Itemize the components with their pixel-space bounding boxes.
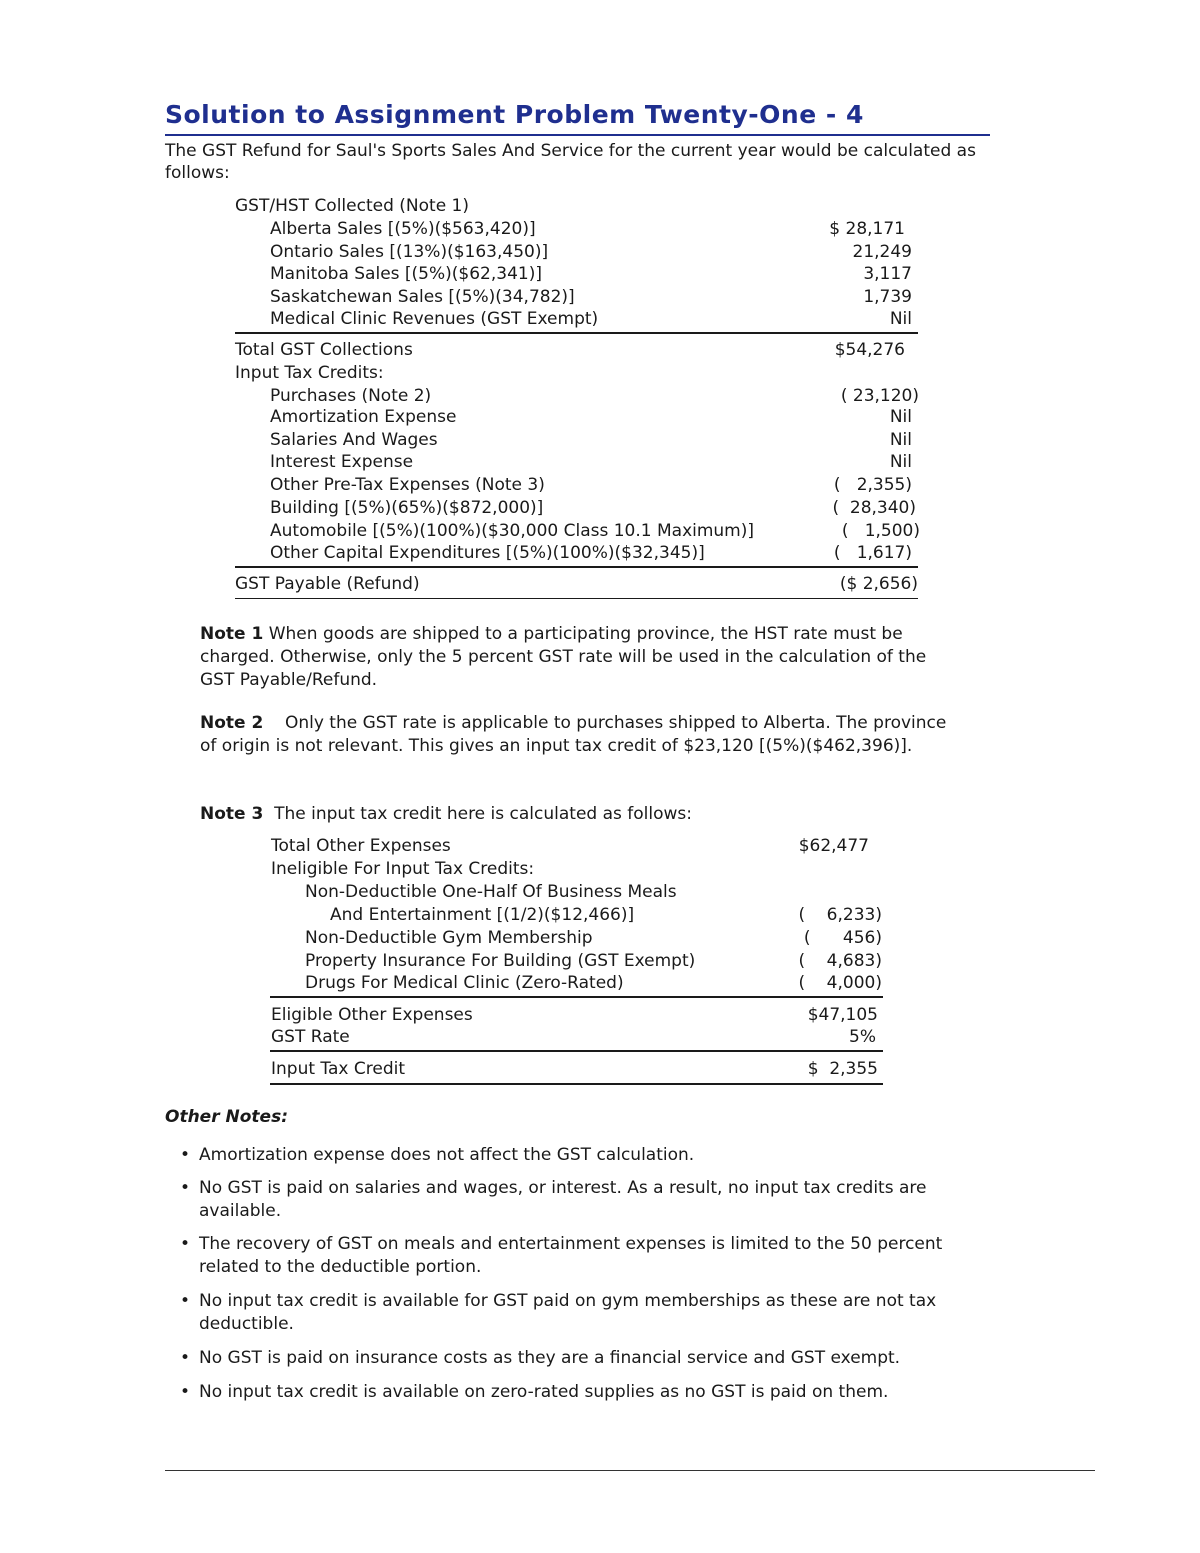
itc-row-amount: Nil — [889, 407, 912, 427]
list-item: • No input tax credit is available on zero-rated supplies as no GST is paid on them. — [180, 1382, 889, 1402]
total-other-expenses-label: Total Other Expenses — [271, 836, 451, 856]
note-3-divider — [270, 1050, 883, 1052]
bullet-icon: • — [180, 1291, 191, 1311]
itc-row-label: Building [(5%)(65%)($872,000)] — [270, 498, 544, 518]
collected-row-label: Medical Clinic Revenues (GST Exempt) — [270, 309, 599, 329]
drugs-amount: ( 4,000) — [798, 973, 882, 993]
schedule-divider — [235, 332, 918, 334]
note-1-label: Note 1 — [200, 624, 264, 644]
itc-row-label: Other Capital Expenditures [(5%)(100%)($32,345)] — [270, 543, 705, 563]
collected-row-amount: $ 28,171 — [829, 219, 905, 239]
itc-row-amount: ( 28,340) — [832, 498, 916, 518]
collected-row-amount: 1,739 — [863, 287, 912, 307]
itc-heading: Input Tax Credits: — [235, 363, 384, 383]
bullet-icon: • — [180, 1145, 191, 1165]
intro-paragraph: The GST Refund for Saul's Sports Sales And Service for the current year would be calculated as follows: — [165, 141, 976, 183]
list-item: • The recovery of GST on meals and entertainment expenses is limited to the 50 percent related to the deductible portion. — [180, 1234, 943, 1277]
itc-row-label: Interest Expense — [270, 452, 414, 472]
note-2-label: Note 2 — [200, 713, 264, 733]
meals-amount: ( 6,233) — [798, 905, 882, 925]
eligible-amount: $47,105 — [807, 1005, 878, 1025]
itc-row-label: Other Pre-Tax Expenses (Note 3) — [270, 475, 545, 495]
note-3-label: Note 3 — [200, 804, 264, 824]
collected-heading: GST/HST Collected (Note 1) — [235, 196, 470, 216]
itc-row-amount: ( 23,120) — [840, 386, 919, 406]
collected-row-amount: 3,117 — [863, 264, 912, 284]
itc-row-amount: ( 1,617) — [833, 543, 912, 563]
itc-row-label: Amortization Expense — [270, 407, 457, 427]
itc-row-amount: Nil — [889, 430, 912, 450]
collected-row-label: Alberta Sales [(5%)($563,420)] — [270, 219, 536, 239]
schedule-divider — [235, 566, 918, 568]
bullet-icon: • — [180, 1234, 191, 1254]
gst-payable-label: GST Payable (Refund) — [235, 574, 420, 594]
collected-row-amount: Nil — [889, 309, 912, 329]
collected-row-label: Ontario Sales [(13%)($163,450)] — [270, 242, 549, 262]
note-3-bottom-rule — [270, 1083, 883, 1085]
collected-row-label: Manitoba Sales [(5%)($62,341)] — [270, 264, 542, 284]
meals-label-line2: And Entertainment [(1/2)($12,466)] — [330, 905, 635, 925]
list-item: • No GST is paid on insurance costs as they are a financial service and GST exempt. — [180, 1348, 901, 1368]
total-other-expenses-amount: $62,477 — [798, 836, 869, 856]
list-item: • No input tax credit is available for GST paid on gym memberships as these are not tax deductible. — [180, 1291, 937, 1334]
footer-rule — [165, 1470, 1095, 1471]
itc-row-label: Purchases (Note 2) — [270, 386, 432, 406]
itc-row-amount: Nil — [889, 452, 912, 472]
itc-result-amount: $ 2,355 — [807, 1059, 878, 1079]
insurance-amount: ( 4,683) — [798, 951, 882, 971]
note-3-divider — [270, 996, 883, 998]
note-2-text: Only the GST rate is applicable to purchases shipped to Alberta. The province of origin is not relevant. This gives an input tax credit of $23,120 [(5%)($462,396)]. — [200, 713, 947, 756]
gst-rate-amount: 5% — [849, 1027, 876, 1047]
gst-payable-amount: ($ 2,656) — [839, 574, 918, 594]
note-3 — [200, 803, 955, 826]
note-1-text: When goods are shipped to a participating province, the HST rate must be charged. Otherwise, only the 5 percent GST rate will be used in the calculation of the GST Payable/Refund. — [200, 624, 927, 690]
total-collections-label: Total GST Collections — [235, 340, 413, 360]
note-3-text: The input tax credit here is calculated as follows: — [274, 804, 692, 824]
title-underline — [165, 134, 990, 136]
bullet-icon: • — [180, 1178, 191, 1198]
gym-label: Non-Deductible Gym Membership — [305, 928, 593, 948]
gym-amount: ( 456) — [803, 928, 882, 948]
itc-row-label: Salaries And Wages — [270, 430, 438, 450]
itc-row-label: Automobile [(5%)(100%)($30,000 Class 10.1 Maximum)] — [270, 521, 755, 541]
list-item: • Amortization expense does not affect the GST calculation. — [180, 1145, 695, 1165]
list-item: • No GST is paid on salaries and wages, or interest. As a result, no input tax credits are available. — [180, 1178, 927, 1221]
note-1 — [200, 623, 955, 692]
page-title: Solution to Assignment Problem Twenty-One - 4 — [165, 100, 864, 129]
bullet-icon: • — [180, 1348, 191, 1368]
total-collections-amount: $54,276 — [834, 340, 905, 360]
meals-label-line1: Non-Deductible One-Half Of Business Meals — [305, 882, 677, 902]
collected-row-label: Saskatchewan Sales [(5%)(34,782)] — [270, 287, 575, 307]
note-2 — [200, 712, 955, 758]
drugs-label: Drugs For Medical Clinic (Zero-Rated) — [305, 973, 624, 993]
gst-rate-label: GST Rate — [271, 1027, 350, 1047]
collected-row-amount: 21,249 — [852, 242, 912, 262]
insurance-label: Property Insurance For Building (GST Exempt) — [305, 951, 696, 971]
ineligible-heading: Ineligible For Input Tax Credits: — [271, 859, 535, 879]
itc-row-amount: ( 2,355) — [833, 475, 912, 495]
eligible-label: Eligible Other Expenses — [271, 1005, 473, 1025]
schedule-bottom-rule — [235, 598, 918, 599]
itc-result-label: Input Tax Credit — [271, 1059, 405, 1079]
other-notes-heading: Other Notes: — [165, 1107, 288, 1127]
bullet-icon: • — [180, 1382, 191, 1402]
itc-row-amount: ( 1,500) — [841, 521, 920, 541]
